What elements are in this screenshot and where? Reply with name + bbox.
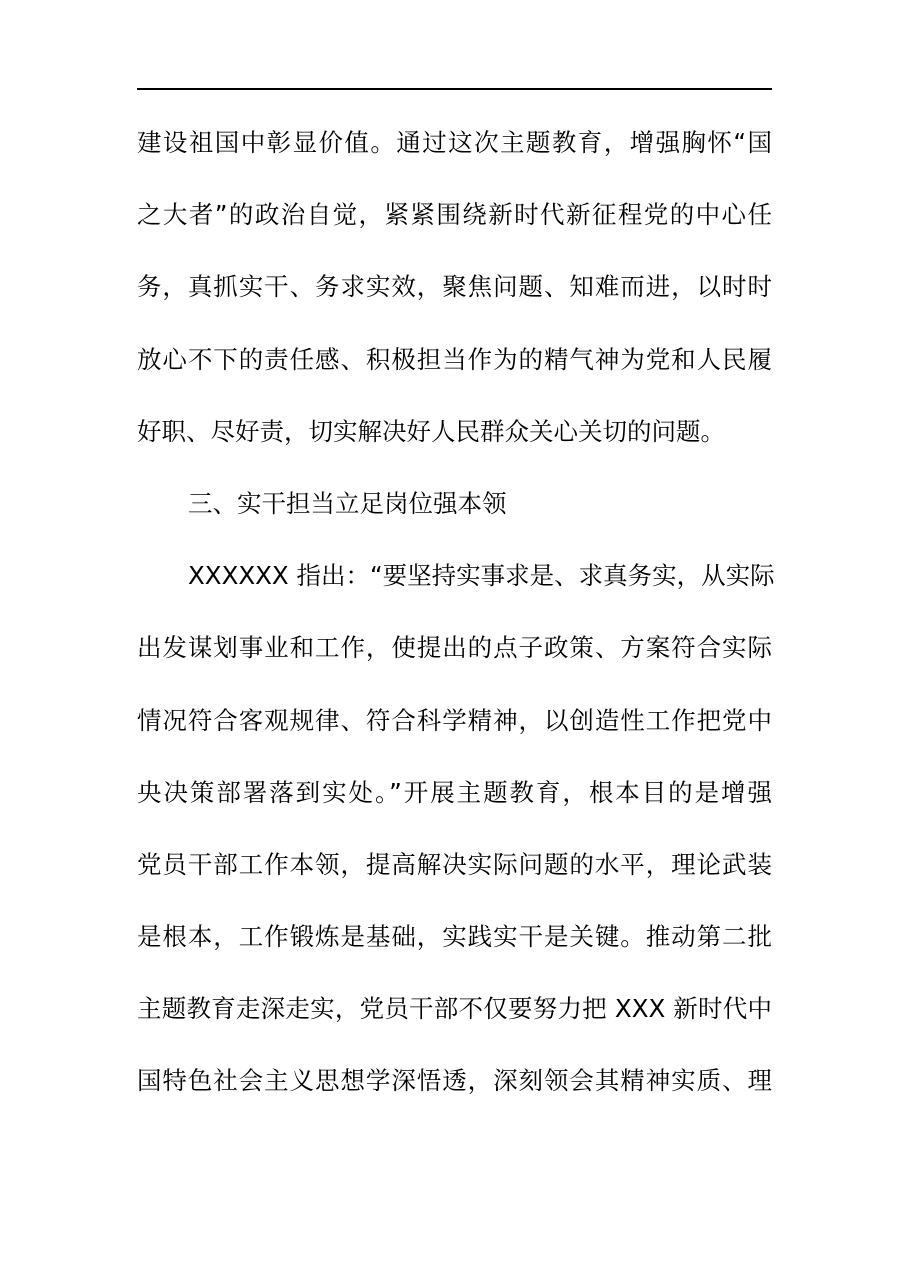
- paragraph-line: 情况符合客观规律、符合科学精神，以创造性工作把党中: [137, 705, 772, 735]
- section-heading: 三、实干担当立足岗位强本领: [188, 488, 507, 518]
- paragraph-line: 央决策部署落到实处。”开展主题教育，根本目的是增强: [137, 777, 772, 807]
- paragraph-line: 放心不下的责任感、积极担当作为的精气神为党和人民履: [137, 344, 772, 374]
- paragraph-line: 是根本，工作锻炼是基础，实践实干是关键。推动第二批: [137, 922, 772, 952]
- paragraph-line: 之大者”的政治自觉，紧紧围绕新时代新征程党的中心任: [137, 200, 772, 230]
- page-header-rule: [137, 88, 772, 90]
- paragraph-line: 建设祖国中彰显价值。通过这次主题教育，增强胸怀“国: [137, 128, 772, 157]
- paragraph-line: 党员干部工作本领，提高解决实际问题的水平，理论武装: [137, 849, 772, 879]
- paragraph-line: XXXXXX 指出：“要坚持实事求是、求真务实，从实际: [188, 561, 775, 591]
- paragraph-line: 出发谋划事业和工作，使提出的点子政策、方案符合实际: [137, 633, 772, 663]
- paragraph-line: 务，真抓实干、务求实效，聚焦问题、知难而进，以时时: [137, 272, 772, 302]
- document-body: [137, 113, 775, 1124]
- paragraph-line: 主题教育走深走实，党员干部不仅要努力把 XXX 新时代中: [137, 994, 772, 1024]
- paragraph-line: 国特色社会主义思想学深悟透，深刻领会其精神实质、理: [137, 1066, 772, 1096]
- paragraph-line: 好职、尽好责，切实解决好人民群众关心关切的问题。: [137, 416, 725, 446]
